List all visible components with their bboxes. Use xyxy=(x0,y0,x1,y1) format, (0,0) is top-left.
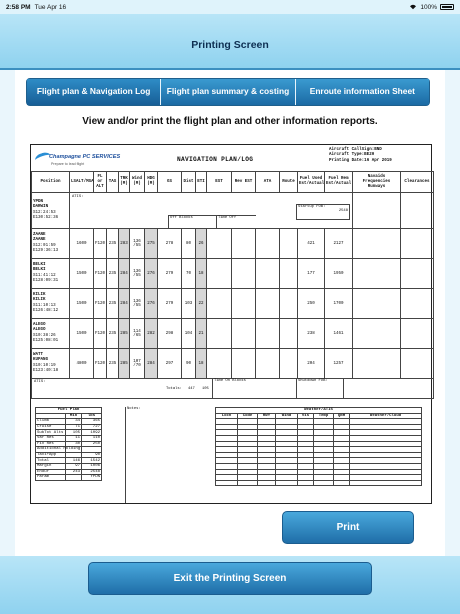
fuel-used-cell: 421 xyxy=(298,229,325,259)
trk-cell: 284 xyxy=(119,289,130,319)
fuel-rem-cell: 1257 xyxy=(325,349,353,379)
fuel-plan-header-cell: lbs xyxy=(82,413,102,419)
navaids-cell xyxy=(353,319,401,349)
waypoint-cell xyxy=(32,349,70,379)
fuel-used-cell: 177 xyxy=(298,259,325,289)
fuel-rem-cell: 1950 xyxy=(325,259,353,289)
clearance-cell xyxy=(401,193,434,229)
fuel-plan-min: 105 xyxy=(66,430,82,436)
ata-cell xyxy=(256,319,280,349)
trk-cell: 285 xyxy=(119,349,130,379)
waypoint-cell xyxy=(32,229,70,259)
weather-header-cell: Locn xyxy=(216,413,238,419)
waypoint-lat: S10:38:26 xyxy=(33,333,56,338)
notes-area xyxy=(125,407,215,503)
total-dist: 447 xyxy=(188,387,195,391)
trk-cell: 284 xyxy=(119,259,130,289)
waypoint-lon: E125:08:01 xyxy=(33,338,59,343)
route-cell xyxy=(280,259,298,289)
report-tabs xyxy=(26,78,430,106)
eti-cell: 26 xyxy=(196,229,207,259)
clearance-cell xyxy=(401,229,434,259)
fuel-plan-min: 146 xyxy=(66,458,82,464)
shutdown-fob: Shutdown FOB: xyxy=(296,379,344,398)
startup-fob-label: Startup FOB: xyxy=(298,205,326,209)
fuel-plan-lbs: 250 xyxy=(82,441,102,447)
tab-flight-plan-summary-costing[interactable]: Flight plan summary & costing xyxy=(161,79,295,105)
fuel-used-cell: 238 xyxy=(298,319,325,349)
waypoint-lat: S11:10:13 xyxy=(33,303,56,308)
waypoint-cell xyxy=(32,259,70,289)
column-header: TRK (M) xyxy=(119,172,130,193)
column-header: Rev EST xyxy=(232,172,256,193)
exit-printing-screen-button[interactable]: Exit the Printing Screen xyxy=(88,562,372,595)
status-date: Tue Apr 16 xyxy=(34,3,67,11)
navigation-log-table xyxy=(31,171,434,399)
time-on-blocks: Time On Blocks xyxy=(212,379,248,398)
gs-cell: 297 xyxy=(158,349,182,379)
fuel-plan-lbs: 90 xyxy=(82,452,102,458)
fuel-plan-label: Endur xyxy=(36,469,66,475)
fuel-plan-min: 97 xyxy=(66,463,82,469)
fl-cell: F120 xyxy=(94,289,107,319)
table-row xyxy=(32,229,434,259)
navaids-cell xyxy=(353,349,401,379)
rev-est-cell xyxy=(232,349,256,379)
column-header: GS xyxy=(158,172,182,193)
waypoint-cell xyxy=(32,319,70,349)
ata-cell xyxy=(256,349,280,379)
fuel-used-cell: 204 xyxy=(298,349,325,379)
fuel-plan-table xyxy=(35,407,102,481)
fuel-rem-cell: 1700 xyxy=(325,289,353,319)
est-cell xyxy=(207,349,232,379)
waypoint-name: BELKI xyxy=(33,268,46,273)
hdg-cell: 275 xyxy=(145,229,158,259)
table-header-row xyxy=(32,172,434,193)
fuel-plan-label: Margin xyxy=(36,463,66,469)
column-header: ETI xyxy=(196,172,207,193)
weather-title: Weather/ATIS xyxy=(216,408,422,414)
hdg-cell: 276 xyxy=(145,259,158,289)
fuel-plan-lbs: 727 xyxy=(82,424,102,430)
column-header: Wind (M) xyxy=(130,172,145,193)
fuel-rem-cell: 1461 xyxy=(325,319,353,349)
fuel-plan-lbs: 110 xyxy=(82,435,102,441)
company-name: Champagne PC SERVICES xyxy=(49,154,121,160)
tas-cell: 235 xyxy=(107,289,119,319)
navigation-log-document[interactable] xyxy=(30,144,432,504)
company-tagline: Prepare to lead flight xyxy=(51,162,85,166)
gs-cell: 298 xyxy=(158,319,182,349)
page-title: Printing Screen xyxy=(191,39,269,51)
rev-est-cell xyxy=(232,289,256,319)
waypoint-lon: E128:09:31 xyxy=(33,278,59,283)
wind-cell: 114 /65 xyxy=(130,319,145,349)
table-row xyxy=(32,349,434,379)
fuel-used-cell: 250 xyxy=(298,289,325,319)
fuel-plan-lbs: 1092 xyxy=(82,430,102,436)
waypoint-cell xyxy=(32,193,70,229)
aircraft-type: Aircraft Type:BE20 xyxy=(329,153,375,158)
waypoint-code: BELKI xyxy=(33,262,46,267)
atis-label: ATIS: xyxy=(72,195,84,199)
fuel-plan-lbs: 1006 xyxy=(82,463,102,469)
fuel-plan-label: Param xyxy=(36,475,66,481)
startup-fob-box xyxy=(296,204,350,220)
waypoint-name: KILIK xyxy=(33,298,46,303)
notes-label: Notes: xyxy=(127,407,141,411)
fl-cell: F120 xyxy=(94,259,107,289)
hdg-cell: 284 xyxy=(145,349,158,379)
fuel-plan-min: 30 xyxy=(66,441,82,447)
fuel-plan-label: SubTot Alts xyxy=(36,430,66,436)
weather-header-cell: Code xyxy=(238,413,258,419)
route-cell xyxy=(280,289,298,319)
tab-enroute-information-sheet[interactable]: Enroute information Sheet xyxy=(296,79,429,105)
lsalt-cell: 1500 xyxy=(70,259,94,289)
weather-table xyxy=(215,407,422,486)
waypoint-lon: E130:52:36 xyxy=(33,215,59,220)
route-cell xyxy=(280,349,298,379)
fuel-plan-min: 34 xyxy=(66,419,82,425)
fuel-plan-label: Fix Res xyxy=(36,441,66,447)
document-title: NAVIGATION PLAN/LOG xyxy=(177,156,254,163)
gs-cell: 279 xyxy=(158,259,182,289)
wind-cell: 136 /55 xyxy=(130,289,145,319)
column-header: Navaids Frequencies Runways xyxy=(353,172,401,193)
fuel-plan-lbs: YPDN xyxy=(82,475,102,481)
weather-header-cell: QNH xyxy=(334,413,350,419)
column-header: Position xyxy=(32,172,70,193)
table-row xyxy=(32,259,434,289)
column-header: TAS xyxy=(107,172,119,193)
wind-cell: 136 /55 xyxy=(130,229,145,259)
waypoint-lon: E129:36:13 xyxy=(33,248,59,253)
aircraft-callsign: Aircraft CallSign:BND xyxy=(329,148,382,152)
table-row-start xyxy=(32,193,434,229)
est-cell xyxy=(207,319,232,349)
lsalt-cell: 1600 xyxy=(70,229,94,259)
tas-cell: 235 xyxy=(107,349,119,379)
clearance-cell xyxy=(401,259,434,289)
fuel-plan-label: Total xyxy=(36,458,66,464)
fl-cell: F120 xyxy=(94,319,107,349)
column-header: Route xyxy=(280,172,298,193)
startup-fob-value: 2548 xyxy=(338,209,348,213)
atis-label: ATIS: xyxy=(34,380,46,384)
fuel-plan-min: 243 xyxy=(66,469,82,475)
rev-est-cell xyxy=(232,259,256,289)
route-cell xyxy=(280,229,298,259)
dist-cell: 80 xyxy=(182,229,196,259)
est-cell xyxy=(207,289,232,319)
gs-cell: 279 xyxy=(158,289,182,319)
column-header: Fuel Rem Est/Actual xyxy=(325,172,353,193)
gs-cell: 278 xyxy=(158,229,182,259)
fuel-plan-title: Fuel Plan xyxy=(36,408,102,414)
waypoint-lat: S10:10:19 xyxy=(33,363,56,368)
clearance-cell xyxy=(401,349,434,379)
dist-cell: 103 xyxy=(182,289,196,319)
weather-header xyxy=(216,413,422,419)
waypoint-code: YPDN xyxy=(33,199,44,204)
fuel-plan-lbs: 365 xyxy=(82,419,102,425)
fuel-plan-min: 71 xyxy=(66,424,82,430)
wind-cell: 107 /70 xyxy=(130,349,145,379)
fuel-plan-label: Cruise xyxy=(36,424,66,430)
totals-cell xyxy=(32,379,434,399)
lsalt-cell: 1500 xyxy=(70,319,94,349)
waypoint-name: ALEGO xyxy=(33,328,46,333)
fuel-plan-lbs: 2548 xyxy=(82,469,102,475)
rev-est-cell xyxy=(232,229,256,259)
waypoint-code: KILIK xyxy=(33,292,46,297)
dist-cell: 90 xyxy=(182,349,196,379)
waypoint-code: ZAANE xyxy=(33,232,46,237)
fuel-plan-label: Taxi+App xyxy=(36,452,66,458)
printing-date: Printing Date:16 Apr 2019 xyxy=(329,158,392,163)
waypoint-name: ZAANE xyxy=(33,238,46,243)
navaids-cell xyxy=(353,259,401,289)
navaids-cell xyxy=(353,229,401,259)
weather-header-cell: Vis xyxy=(298,413,314,419)
dist-cell: 104 xyxy=(182,319,196,349)
time-off-label: Time Off xyxy=(216,215,256,229)
dist-cell: 70 xyxy=(182,259,196,289)
column-header: Clearances xyxy=(401,172,434,193)
start-info-cell xyxy=(70,193,353,229)
weather-header-cell: Temp xyxy=(314,413,334,419)
rev-est-cell xyxy=(232,319,256,349)
navaids-cell xyxy=(353,289,401,319)
waypoint-name: DARWIN xyxy=(33,205,49,210)
status-bar xyxy=(0,0,460,14)
column-header: HDG (M) xyxy=(145,172,158,193)
ata-cell xyxy=(256,229,280,259)
fuel-plan-label: Additional Holding xyxy=(37,447,81,452)
ata-cell xyxy=(256,289,280,319)
hdg-cell: 282 xyxy=(145,319,158,349)
fl-cell: F120 xyxy=(94,349,107,379)
battery-percent: 100% xyxy=(420,3,437,11)
hdg-cell: 276 xyxy=(145,289,158,319)
waypoint-lon: E126:48:12 xyxy=(33,308,59,313)
waypoint-code: ALEGO xyxy=(33,322,46,327)
table-row xyxy=(32,319,434,349)
clearance-cell xyxy=(401,289,434,319)
navaids-cell xyxy=(353,193,401,229)
weather-header-cell: Wind xyxy=(276,413,298,419)
waypoint-lat: S12:01:59 xyxy=(33,243,56,248)
tas-cell: 235 xyxy=(107,319,119,349)
lsalt-cell: 1500 xyxy=(70,289,94,319)
waypoint-name: KUPANG xyxy=(33,358,49,363)
tas-cell: 235 xyxy=(107,229,119,259)
fuel-rem-cell: 2127 xyxy=(325,229,353,259)
waypoint-lat: S12:24:53 xyxy=(33,210,56,215)
waypoint-lon: E123:40:18 xyxy=(33,368,59,373)
waypoint-cell xyxy=(32,289,70,319)
lsalt-cell: 4800 xyxy=(70,349,94,379)
column-header: ATA xyxy=(256,172,280,193)
fuel-plan-lbs: 1542 xyxy=(82,458,102,464)
column-header: Dist xyxy=(182,172,196,193)
eti-cell: 22 xyxy=(196,289,207,319)
column-header: Fuel Used Est/Actual xyxy=(298,172,325,193)
trk-cell: 283 xyxy=(119,229,130,259)
waypoint-lat: S11:41:12 xyxy=(33,273,56,278)
column-header: FL or ALT xyxy=(94,172,107,193)
tas-cell: 235 xyxy=(107,259,119,289)
fuel-plan-min: 11 xyxy=(66,435,82,441)
wind-cell: 136 /55 xyxy=(130,259,145,289)
route-cell xyxy=(280,319,298,349)
print-button[interactable]: Print xyxy=(282,511,414,544)
fuel-plan-header-cell: Min xyxy=(66,413,82,419)
fuel-plan-row xyxy=(36,475,102,481)
weather-header-cell: Weather/Cloud xyxy=(350,413,422,419)
est-cell xyxy=(207,259,232,289)
est-cell xyxy=(207,229,232,259)
table-row xyxy=(32,289,434,319)
fuel-plan-label: Climb xyxy=(36,419,66,425)
off-blocks-label: Off Blocks xyxy=(168,215,216,229)
wifi-icon xyxy=(409,4,417,10)
tab-flight-plan-navigation-log[interactable]: Flight plan & Navigation Log xyxy=(27,79,161,105)
weather-header-cell: RWY xyxy=(258,413,276,419)
ata-cell xyxy=(256,259,280,289)
fl-cell: F120 xyxy=(94,229,107,259)
column-header: EST xyxy=(207,172,232,193)
status-right xyxy=(409,4,454,11)
status-time: 2:58 PM xyxy=(6,3,31,11)
trk-cell: 285 xyxy=(119,319,130,349)
fuel-plan-label: Var Res xyxy=(36,435,66,441)
instructions-text: View and/or print the flight plan and other information reports. xyxy=(82,116,378,127)
eti-cell: 18 xyxy=(196,349,207,379)
waypoint-code: WATT xyxy=(33,352,44,357)
eti-cell: 18 xyxy=(196,259,207,289)
app-header xyxy=(0,14,460,70)
column-header: LSALT/MSA xyxy=(70,172,94,193)
totals-label: Totals: xyxy=(166,387,182,391)
weather-row xyxy=(216,480,422,486)
aircraft-info xyxy=(329,148,392,164)
table-row-totals xyxy=(32,379,434,399)
eti-cell: 21 xyxy=(196,319,207,349)
clearance-cell xyxy=(401,319,434,349)
battery-icon xyxy=(440,4,454,10)
fuel-plan-min xyxy=(66,475,82,481)
total-eti: 105 xyxy=(202,387,209,391)
